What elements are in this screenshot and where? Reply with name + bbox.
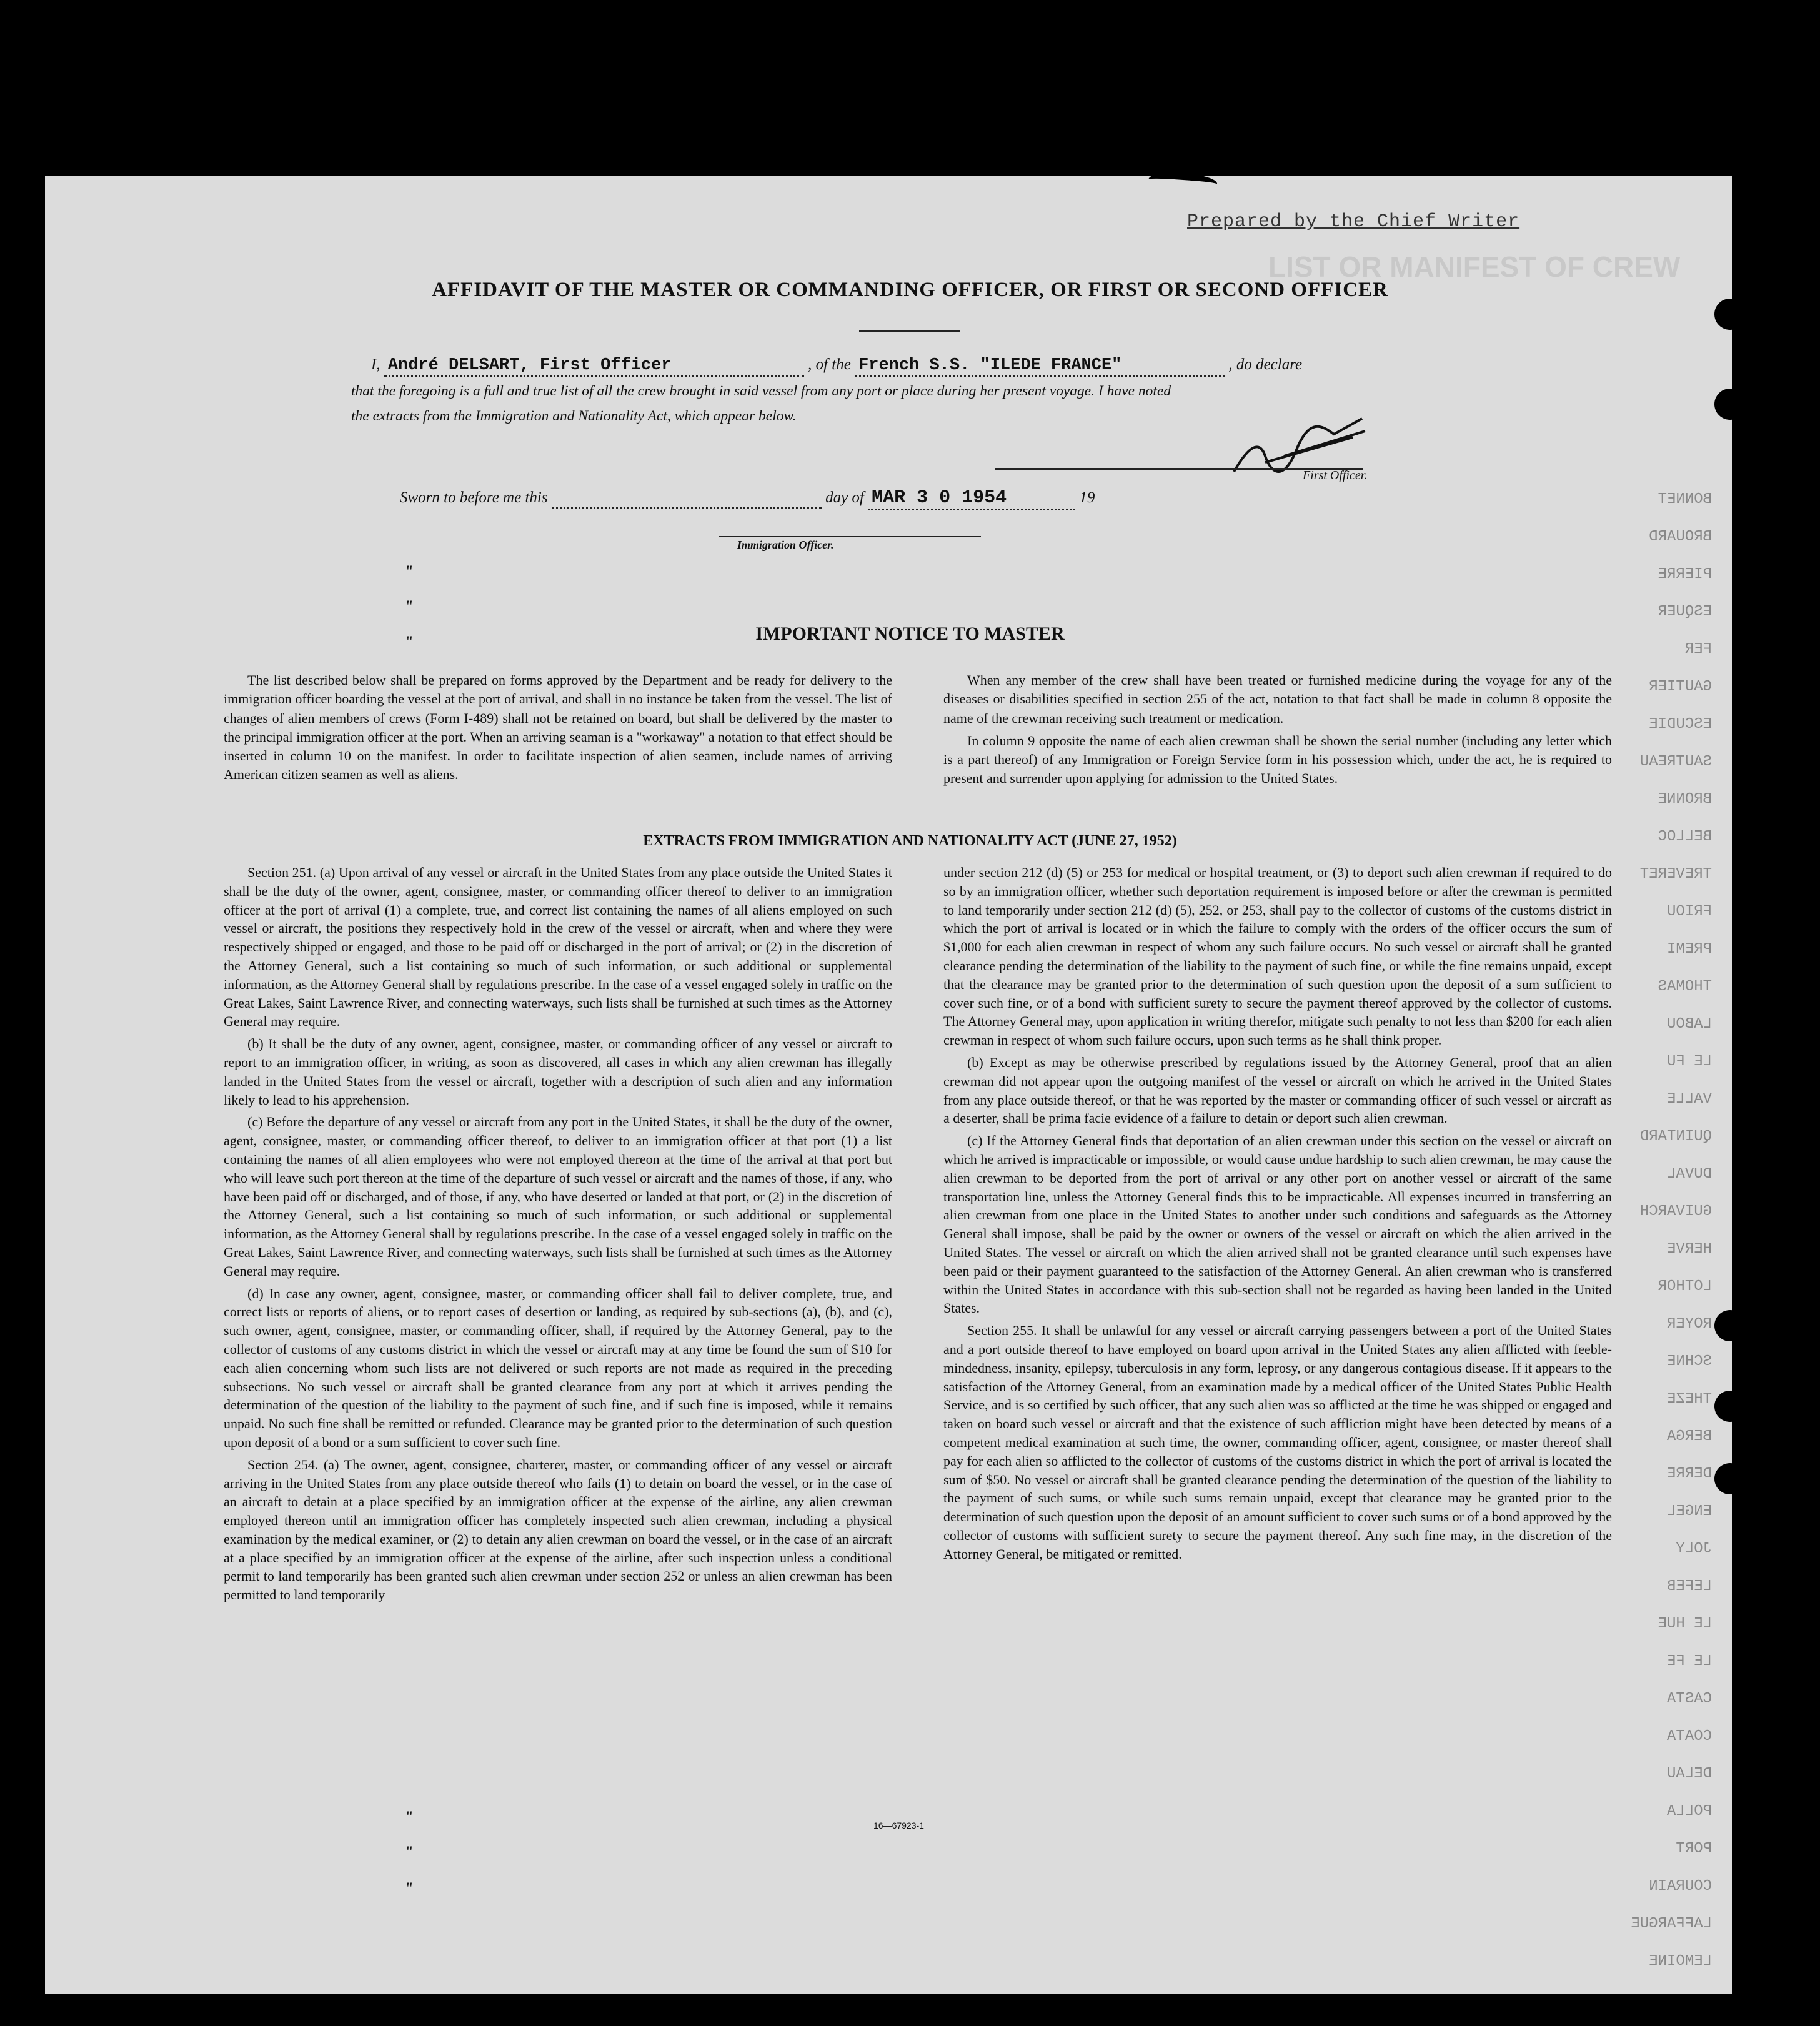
extracts-right-column (943, 863, 1612, 1567)
extracts-left-column (224, 863, 892, 1608)
bleed-through-name: ESCUDIE (1649, 716, 1712, 733)
extracts-title: EXTRACTS FROM IMMIGRATION AND NATIONALITY ACT (JUNE 27, 1952) (643, 833, 1177, 849)
bleed-through-name: VALLE (1666, 1091, 1712, 1108)
extract-paragraph: (d) In case any owner, agent, consignee, master, or commanding officer shall fail to deliver complete, true, and correct lists or reports of aliens, or to report cases of desertion or landing, as required by sub-sections (a), (b), and (c), such owner, agent, consignee, master, or commanding officer, shall, if required by the Attorney General, pay to the collector of customs of any customs district in which the vessel or aircraft may at any time be found the sum of $10 for each alien concerning whom such lists are not delivered or such reports are not made as required in the preceding subsections. No such vessel or aircraft shall be granted clearance from any port at which it arrives pending the determination of the question of the liability to the payment of such fine, and if such fine is imposed, while it remains unpaid. No such fine shall be remitted or refunded. Clearance may be granted prior to the determination of such question upon deposit of a bond or a sum sufficient to cover such fine. (224, 1285, 892, 1450)
i-label: I, (371, 356, 380, 373)
year-label: 19 (1079, 489, 1095, 506)
day-of-label: day of (825, 489, 864, 506)
print-code: 16—67923-1 (873, 1820, 924, 1830)
bleed-through-name: LABOU (1666, 1016, 1712, 1033)
sworn-label: Sworn to before me this (400, 489, 548, 506)
punch-hole (1714, 1310, 1746, 1341)
bleed-through-name: GAUTIER (1649, 678, 1712, 695)
bleed-through-name: BELLOC (1658, 828, 1712, 845)
statement-line-1: that the foregoing is a full and true list of all the crew brought in said vessel from any port or place during her present voyage. I have noted (351, 383, 1171, 399)
bleed-through-name: LOTHOR (1658, 1278, 1712, 1295)
bleed-through-name: BROUARD (1649, 529, 1712, 545)
bleed-through-name: LE FE (1666, 1653, 1712, 1670)
title-divider (859, 330, 960, 332)
extract-paragraph: (c) Before the departure of any vessel or aircraft from any port in the United States, it shall be the duty of the owner, agent, consignee, master, or commanding officer thereof, to deliver to an immigration officer at that port (1) a list containing the names of all alien employees who were not employed thereon at the time of the arrival at that port but who will leave such port thereon at the time of the departure of such vessel or aircraft and the names of those, if any, who have been paid off or discharged, and of those, if any, who have deserted or landed at that port, or (2) in the discretion of the Attorney General, such a list containing so much of such information, or such additional or supplemental information, as the Attorney General shall by regulations prescribe. In the case of a vessel engaged solely in traffic on the Great Lakes, Saint Lawrence River, and connecting waterways, such lists shall be furnished at such times as the Attorney General may require. (224, 1114, 892, 1279)
immigration-officer-line (719, 536, 981, 537)
immigration-officer-label: Immigration Officer. (737, 539, 834, 551)
notice-title: IMPORTANT NOTICE TO MASTER (755, 623, 1065, 644)
bleed-through-name: LE FU (1666, 1053, 1712, 1070)
bleed-through-name: LEMOINE (1649, 1953, 1712, 1970)
of-the-label: , of the (808, 356, 851, 373)
bleed-through-name: BERGA (1666, 1428, 1712, 1445)
bleed-through-name: GUIVARCH (1639, 1203, 1712, 1220)
ditto-mark: " (406, 1879, 413, 1897)
extract-paragraph: (c) If the Attorney General finds that deportation of an alien crewman under this section on the vessel or aircraft on which he arrived is impracticable or impossible, or would cause undue hardship to such alien crewman, he may cause the alien crewman to be deported from the port of arrival or any other port on another vessel or aircraft of the same transportation line, unless the Attorney General finds this to be impracticable. All expenses incurred in transferring an alien crewman from one place in the United States to another under such conditions and safeguards as the Attorney General shall impose, shall be paid by the owner or owners of the vessel or aircraft on which the alien arrived in the United States. The vessel or aircraft on which the alien arrived shall not be granted clearance until such expenses have been paid or their payment guaranteed to the satisfaction of the Attorney General. An alien crewman who is transferred within the United States in accordance with this sub-section shall not be regarded as having been landed in the United States. (943, 1133, 1612, 1316)
bleed-through-name: COATA (1666, 1728, 1712, 1745)
prepared-by-note: Prepared by the Chief Writer (1187, 211, 1520, 232)
bleed-through-name: POLLA (1666, 1803, 1712, 1820)
punch-hole (1714, 1463, 1746, 1494)
declaration-line (371, 356, 1302, 377)
ditto-mark: " (406, 1843, 413, 1861)
bleed-through-name: CASTA (1666, 1691, 1712, 1707)
bleed-through-name: SCHNE (1666, 1353, 1712, 1370)
bleed-through-title: LIST OR MANIFEST OF CREW (1268, 251, 1681, 283)
day-blank (552, 489, 822, 509)
bleed-through-name: FER (1684, 641, 1712, 658)
bleed-through-name: LE HUE (1658, 1616, 1712, 1632)
bleed-through-name: THOMAS (1658, 978, 1712, 995)
bleed-through-name: COURAIN (1649, 1878, 1712, 1895)
bleed-through-name: ENGEL (1666, 1503, 1712, 1520)
ditto-mark: " (406, 597, 413, 615)
punch-hole (1714, 1391, 1746, 1422)
bleed-through-name: DUVAL (1666, 1166, 1712, 1183)
bleed-through-name: BRONNE (1658, 791, 1712, 808)
bleed-through-name: HERVE (1666, 1241, 1712, 1258)
notice-right-column (943, 671, 1612, 792)
bleed-through-name: THEZE (1666, 1391, 1712, 1408)
notice-left-text: The list described below shall be prepared on forms approved by the Department and be ready for delivery to the immigration officer boarding the vessel at the port of arrival, and shall in no instance be taken from the vessel. The list of changes of alien members of crews (Form I-489) shall not be retained on board, but shall be delivered by the master to the principal immigration officer at the port. When an arriving seaman is a "workaway" a notation to that effect should be inserted in column 10 on the manifest. In order to facilitate inspection of alien seamen, include names of arriving American citizen seamen as well as aliens. (224, 672, 892, 783)
extract-paragraph: Section 251. (a) Upon arrival of any vessel or aircraft in the United States from any place outside the United States it shall be the duty of the owner, agent, consignee, master, or commanding officer thereof to deliver to an immigration officer at the port of arrival (1) a complete, true, and correct list containing the names of all aliens employed on such vessel or aircraft, the positions they respectively hold in the crew of the vessel or aircraft, when and where they were respectively shipped or engaged, and those to be paid off or discharged in the port of arrival; or (2) in the discretion of the Attorney General, such a list containing so much of such information, or such additional or supplemental information, as the Attorney General shall by regulations prescribe. In the case of a vessel engaged solely in traffic on the Great Lakes, Saint Lawrence River, and connecting waterways, such lists shall be furnished at such times as the Attorney General may require. (224, 865, 892, 1030)
bleed-through-name: DELAU (1666, 1765, 1712, 1782)
bleed-through-name: LAFFARGUE (1631, 1915, 1712, 1932)
bleed-through-name: BONNET (1658, 491, 1712, 508)
vessel-name: French S.S. "ILEDE FRANCE" (855, 356, 1225, 377)
bleed-through-names (1612, 481, 1712, 1980)
punch-hole (1714, 389, 1746, 420)
extract-paragraph: Section 254. (a) The owner, agent, consignee, charterer, master, or commanding officer of any vessel or aircraft arriving in the United States from any place outside thereof who fails (1) to detain on board the vessel, or in the case of an aircraft to detain at a place specified by an immigration officer at the expense of the airline, any alien crewman employed thereon until an immigration officer has completely inspected such alien crewman, including a physical examination by the medical examiner, or (2) to detain any alien crewman on board the vessel, or in the case of an aircraft at a place specified by an immigration officer at the expense of the airline, after such inspection unless a conditional permit to land temporarily has been granted such alien crewman under section 252 or unless an alien crewman has been permitted to land temporarily (224, 1456, 892, 1603)
ditto-mark: " (406, 1808, 413, 1826)
ditto-mark: " (406, 633, 413, 651)
bleed-through-name: JOLY (1676, 1541, 1712, 1557)
sworn-line (400, 487, 1095, 510)
declare-label: , do declare (1228, 356, 1303, 373)
bleed-through-name: PREMI (1666, 941, 1712, 958)
bleed-through-name: DERRE (1666, 1466, 1712, 1482)
notice-right-paragraph: In column 9 opposite the name of each alien crewman shall be shown the serial number (including any letter which is a part thereof) of any Immigration or Foreign Service form in his possession which, under the act, he is required to present and surrender upon applying for admission to the United States. (943, 732, 1612, 787)
extract-paragraph: under section 212 (d) (5) or 253 for medical or hospital treatment, or (3) to deport such alien crewman if required to do so by an immigration officer, whether such deportation requirement is imposed before or after the crewman is permitted to land temporarily under section 212 (d) (5), 252, or 253, shall pay to the collector of customs of the customs district in which the port of arrival is located or in which the failure to comply with the orders of the officer occurs the sum of $1,000 for each alien crewman in respect of whom any such failure occurs. No such vessel or aircraft shall be granted clearance pending the determination of the liability to the payment of such fine, or while the fine remains unpaid, except that the clearance may be granted prior to the determination of such question upon the deposit of a sum sufficient to cover such fine, or of a bond with sufficient surety to secure the payment thereof approved by the collector of customs. The Attorney General may, upon application in writing therefor, mitigate such penalty to not less than $200 for each alien crewman in respect of whom such failure occurs, upon such terms as he shall think proper. (943, 865, 1612, 1048)
punch-hole (1714, 299, 1746, 330)
bleed-through-name: QUINTARD (1639, 1128, 1712, 1145)
affidavit-title: AFFIDAVIT OF THE MASTER OR COMMANDING OFFICER, OR FIRST OR SECOND OFFICER (432, 279, 1388, 301)
bleed-through-name: PIERRE (1658, 566, 1712, 583)
bleed-through-name: LEFEB (1666, 1578, 1712, 1595)
extract-paragraph: (b) It shall be the duty of any owner, agent, consignee, master, or commanding officer of any vessel or aircraft to report to an immigration officer, in writing, as soon as discovered, all cases in which any alien crewman has illegally landed in the United States from the vessel or aircraft, together with a description of such alien and any information likely to lead to his apprehension. (224, 1036, 892, 1108)
bleed-through-name: TREVERET (1639, 866, 1712, 883)
bleed-through-name: PORT (1676, 1840, 1712, 1857)
officer-title-label: First Officer. (1303, 469, 1368, 482)
bleed-through-name: FRIOU (1666, 903, 1712, 920)
extract-paragraph: Section 255. It shall be unlawful for any vessel or aircraft carrying passengers between a port of the United States and a port outside thereof to have employed on board upon arrival in the United States any alien afflicted with feeble-mindedness, insanity, epilepsy, tuberculosis in any form, leprosy, or any dangerous contagious disease. If it appears to the satisfaction of the Attorney General, from an examination made by a medical officer of the United States Public Health Service, and is so certified by such officer, that any such alien was so afflicted at the time he was shipped or engaged and taken on board such vessel or aircraft and that the existence of such affliction might have been detected by means of a competent medical examination at such time, the owner, commanding officer, agent, consignee, or master thereof shall pay for each alien so afflicted to the collector of customs of the customs district in which the port of arrival is located the sum of $50. No vessel or aircraft shall be granted clearance pending the determination of the question of the liability to the payment of such sums, or while such sums remain unpaid, except that clearance may be granted prior to the determination of such question upon the deposit of an amount sufficient to cover such sums or of a bond approved by the collector of customs with sufficient surety to secure the payment thereof. Any such fine may, in the discretion of the Attorney General, be mitigated or remitted. (943, 1323, 1612, 1562)
bleed-through-name: ROYER (1666, 1316, 1712, 1333)
bleed-through-name: ESQUER (1658, 603, 1712, 620)
officer-name: André DELSART, First Officer (384, 356, 804, 377)
notice-right-paragraph: When any member of the crew shall have been treated or furnished medicine during the voyage for any of the diseases or disabilities specified in section 255 of the act, notation to that fact shall be made in column 8 opposite the name of the crewman receiving such treatment or medication. (943, 672, 1612, 726)
bleed-through-name: SAUTREAU (1639, 753, 1712, 770)
ditto-mark: " (406, 562, 413, 580)
date-stamp: MAR 3 0 1954 (868, 487, 1075, 510)
extract-paragraph: (b) Except as may be otherwise prescribed by regulations issued by the Attorney General, proof that an alien crewman did not appear upon the outgoing manifest of the vessel or aircraft on which he arrived in the United States from any place outside thereof, or that he was reported by the master or commanding officer of such vessel or aircraft as a deserter, shall be prima facie evidence of a failure to detain or deport such alien crewman. (943, 1054, 1612, 1126)
statement-line-2: the extracts from the Immigration and Nationality Act, which appear below. (351, 408, 797, 424)
notice-left-column (224, 671, 892, 788)
